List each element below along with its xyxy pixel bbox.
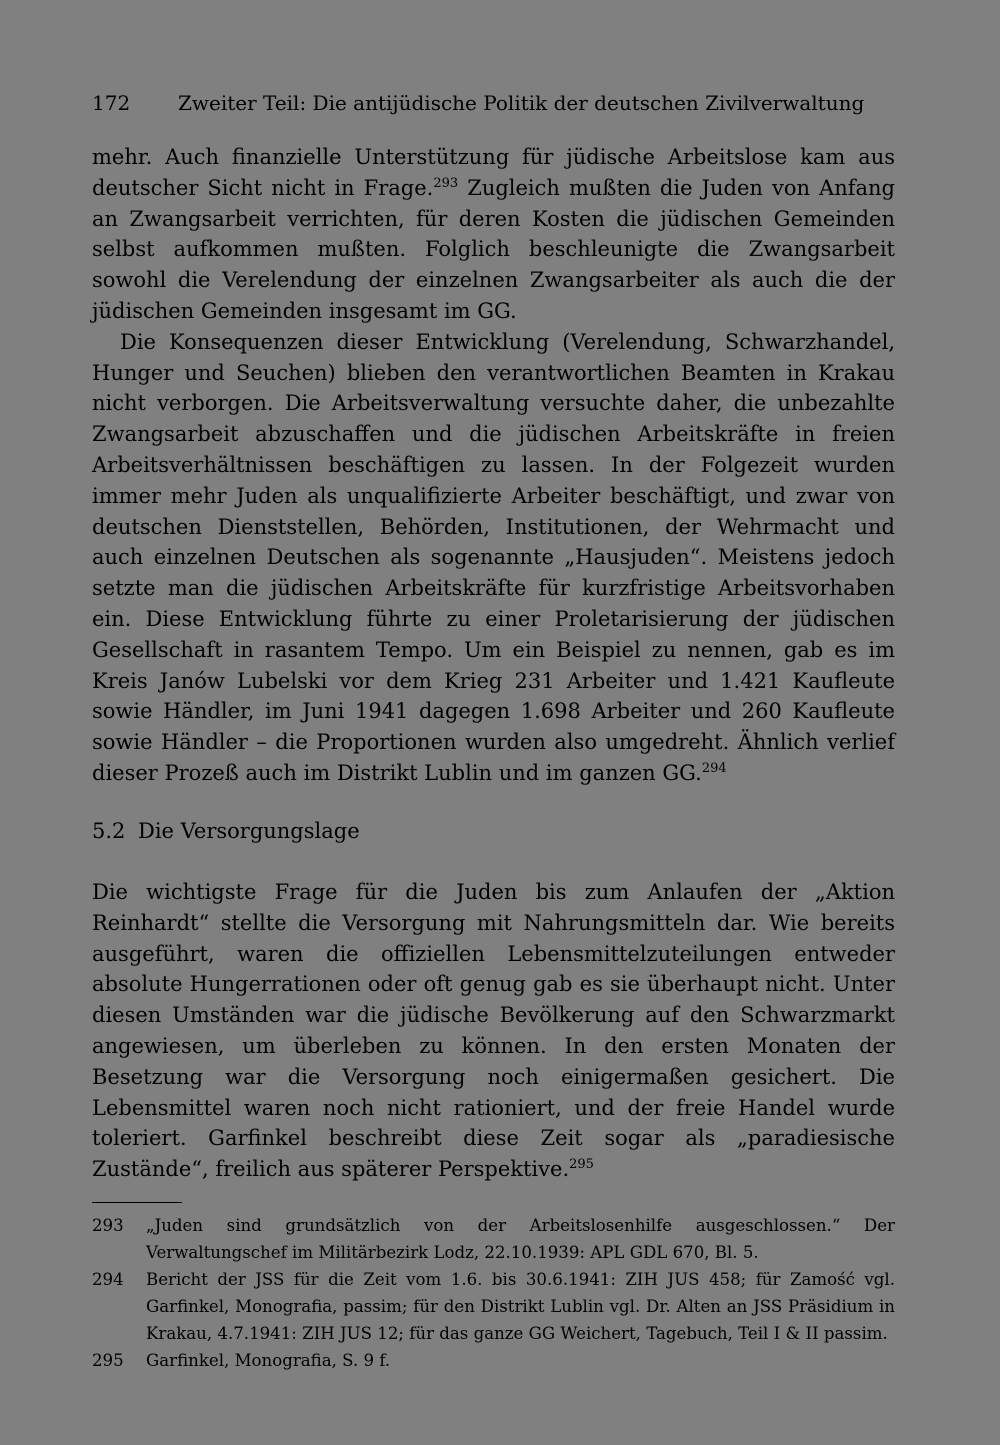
footnote-text: „Juden sind grundsätzlich von der Arbeitslosenhilfe ausgeschlossen.“ Der Verwaltungschef im Militärbezirk Lodz, 22.10.1939: APL GDL 670, Bl. 5. (146, 1216, 895, 1262)
paragraph-1-text-a: mehr. Auch finanzielle Unterstützung für jüdische Arbeitslose kam aus deutscher Sicht nicht in Frage. (92, 145, 895, 200)
body-text-top (92, 142, 895, 789)
footnote-ref-294: 294 (701, 760, 727, 776)
paragraph-1 (92, 142, 895, 327)
footnote-ref-293: 293 (433, 175, 459, 191)
paragraph-2-text: Die Konsequenzen dieser Entwicklung (Verelendung, Schwarzhandel, Hunger und Seuchen) blieben den verantwortlichen Beamten in Krakau nicht verborgen. Die Arbeitsverwaltung versuchte daher, die unbezahlte Zwangsarbeit abzuschaffen und die jüdischen Arbeitskräfte in freien Arbeitsverhältnissen beschäftigen zu lassen. In der Folgezeit wurden immer mehr Juden als unqualifizierte Arbeiter beschäftigt, und zwar von deutschen Dienststellen, Behörden, Institutionen, der Wehrmacht und auch einzelnen Deutschen als sogenannte „Hausjuden“. Meistens jedoch setzte man die jüdischen Arbeitskräfte für kurzfristige Arbeitsvorhaben ein. Diese Entwicklung führte zu einer Proletarisierung der jüdischen Gesellschaft in rasantem Tempo. Um ein Beispiel zu nennen, gab es im Kreis Janów Lubelski vor dem Krieg 231 Arbeiter und 1.421 Kaufleute sowie Händler, im Juni 1941 dagegen 1.698 Arbeiter und 260 Kaufleute sowie Händler – die Proportionen wurden also umgedreht. Ähnlich verlief dieser Prozeß auch im Distrikt Lublin und im ganzen GG. (92, 329, 895, 785)
running-head (92, 88, 912, 118)
footnote-294 (92, 1266, 895, 1347)
footnote-295 (92, 1347, 895, 1374)
footnote-number: 294 (92, 1270, 124, 1289)
footnote-text: Bericht der JSS für die Zeit vom 1.6. bis 30.6.1941: ZIH JUS 458; für Zamość vgl. Garfinkel, Monografia, passim; für den Distrikt Lublin vgl. Dr. Alten an JSS Präsidium in Krakau, 4.7.1941: ZIH JUS 12; für das ganze GG Weichert, Tagebuch, Teil I & II passim. (146, 1270, 895, 1343)
body-text-bottom (92, 877, 895, 1185)
page-number: 172 (92, 91, 131, 115)
section-title: Die Versorgungslage (138, 819, 360, 843)
running-title: Zweiter Teil: Die antijüdische Politik der deutschen Zivilverwaltung (178, 91, 865, 115)
footnotes (92, 1212, 895, 1374)
footnote-ref-295: 295 (569, 1157, 594, 1173)
footnote-293 (92, 1212, 895, 1266)
section-number: 5.2 (92, 819, 126, 843)
footnote-number: 293 (92, 1216, 124, 1235)
footnote-text: Garfinkel, Monografia, S. 9 f. (146, 1351, 391, 1370)
paragraph-1-text-b: Zugleich mußten die Juden von Anfang an Zwangsarbeit verrichten, für deren Kosten die jüdischen Gemeinden selbst aufkommen mußten. Folglich beschleunigte die Zwangsarbeit sowohl die Verelendung der einzelnen Zwangsarbeiter als auch die der jüdischen Gemeinden insgesamt im GG. (92, 175, 896, 323)
section-heading (92, 815, 360, 847)
footnote-number: 295 (92, 1351, 124, 1370)
paragraph-3 (92, 877, 895, 1185)
footnote-separator (92, 1202, 182, 1203)
paragraph-3-text: Die wichtigste Frage für die Juden bis zum Anlaufen der „Aktion Reinhardt“ stellte die Versorgung mit Nahrungsmitteln dar. Wie bereits ausgeführt, waren die offiziellen Lebensmittelzuteilungen entweder absolute Hungerrationen oder oft genug gab es sie überhaupt nicht. Unter diesen Umständen war die jüdische Bevölkerung auf den Schwarzmarkt angewiesen, um überleben zu können. In den ersten Monaten der Besetzung war die Versorgung noch einigermaßen gesichert. Die Lebensmittel waren noch nicht rationiert, und der freie Handel wurde toleriert. Garfinkel beschreibt diese Zeit sogar als „paradiesische Zustände“, freilich aus späterer Perspektive. (92, 880, 895, 1182)
paragraph-2 (92, 327, 895, 789)
